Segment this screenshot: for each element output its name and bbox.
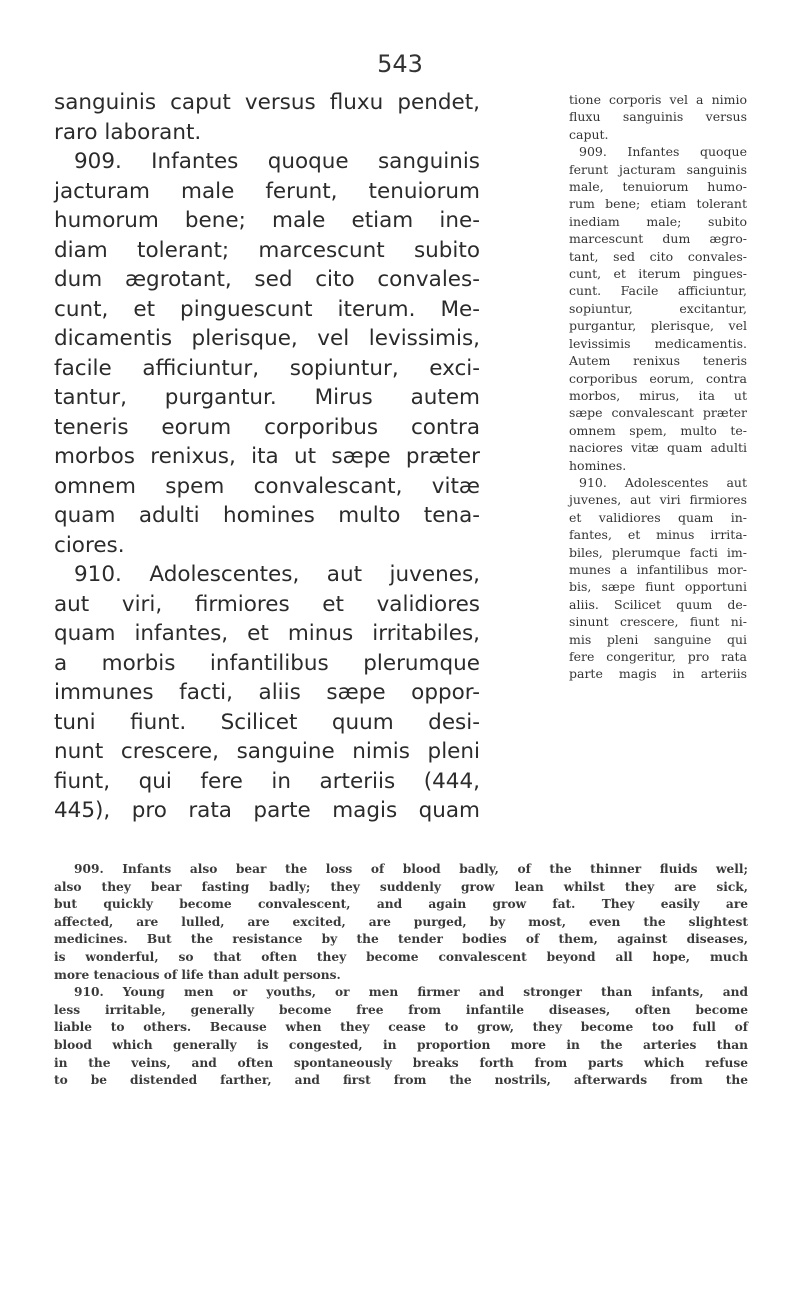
- page-number: 543: [377, 50, 423, 78]
- latin-main-line: sanguinis caput versus fluxu pendet,: [54, 90, 480, 115]
- latin-side-line: sæpe convalescant præter: [569, 405, 747, 421]
- latin-main-line: omnem spem convalescant, vitæ: [54, 473, 480, 499]
- latin-main-line: facile afficiuntur, sopiuntur, exci-: [54, 355, 480, 381]
- latin-main-line: humorum bene; male etiam ine-: [54, 208, 480, 233]
- translation-line: liable to others. Because when they cease to grow, they become too full of: [54, 1020, 748, 1035]
- latin-main-line: ciores.: [54, 532, 125, 558]
- latin-main-line: cunt, et pinguescunt iterum. Me-: [54, 296, 480, 322]
- latin-main-line: quam adulti homines multo tena-: [54, 503, 480, 528]
- latin-side-line: sopiuntur, excitantur,: [569, 300, 747, 316]
- translation-line: but quickly become convalescent, and again grow fat. They easily are: [54, 897, 748, 912]
- latin-main-line: dicamentis plerisque, vel levissimis,: [54, 326, 480, 351]
- latin-side-line: morbos, mirus, ita ut: [569, 387, 747, 403]
- latin-main-line: 445), pro rata parte magis quam: [54, 798, 480, 823]
- latin-side-line: tant, sed cito convales-: [569, 248, 747, 264]
- latin-side-line: Autem renixus teneris: [569, 353, 747, 369]
- translation-line: is wonderful, so that often they become convalescent beyond all hope, much: [54, 949, 748, 964]
- latin-main-line: 909. Infantes quoque sanguinis: [74, 149, 480, 174]
- translation-line: 909. Infants also bear the loss of blood badly, of the thinner fluids well;: [74, 862, 748, 876]
- latin-side-line: ferunt jacturam sanguinis: [569, 161, 747, 177]
- latin-side-line: sinunt crescere, fiunt ni-: [569, 614, 747, 630]
- latin-main-line: tuni fiunt. Scilicet quum desi-: [54, 709, 480, 735]
- latin-side-line: aliis. Scilicet quum de-: [569, 596, 747, 612]
- translation-line: 910. Young men or youths, or men firmer and stronger than infants, and: [74, 985, 748, 1000]
- latin-main-line: immunes facti, aliis sæpe oppor-: [54, 680, 480, 705]
- latin-side-line: purgantur, plerisque, vel: [569, 318, 747, 334]
- latin-side-line: caput.: [569, 126, 609, 142]
- latin-side-line: male, tenuiorum humo-: [569, 179, 747, 195]
- latin-side-line: inediam male; subito: [569, 213, 747, 229]
- latin-side-line: parte magis in arteriis: [569, 666, 747, 682]
- latin-side-line: fluxu sanguinis versus: [569, 109, 747, 125]
- latin-main-line: teneris eorum corporibus contra: [54, 414, 480, 440]
- translation-line: more tenacious of life than adult persons.: [54, 967, 341, 982]
- latin-side-line: omnem spem, multo te-: [569, 422, 747, 438]
- latin-side-line: bis, sæpe fiunt opportuni: [569, 579, 747, 595]
- translation-line: less irritable, generally become free from infantile diseases, often become: [54, 1002, 748, 1017]
- latin-side-line: mis pleni sanguine qui: [569, 631, 747, 647]
- latin-side-line: marcescunt dum ægro-: [569, 231, 747, 247]
- latin-side-line: cunt. Facile afficiuntur,: [569, 283, 747, 299]
- translation-line: blood which generally is congested, in proportion more in the arteries than: [54, 1037, 748, 1052]
- latin-side-line: biles, plerumque facti im-: [569, 544, 747, 560]
- latin-main-line: raro laborant.: [54, 119, 202, 145]
- latin-side-line: homines.: [569, 457, 627, 473]
- latin-side-line: fere congeritur, pro rata: [569, 649, 747, 664]
- latin-side-line: naciores vitæ quam adulti: [569, 440, 747, 456]
- latin-main-line: fiunt, qui fere in arteriis (444,: [54, 768, 480, 794]
- latin-side-line: rum bene; etiam tolerant: [569, 196, 747, 212]
- translation-line: affected, are lulled, are excited, are purged, by most, even the slightest: [54, 914, 748, 929]
- latin-side-line: 909. Infantes quoque: [579, 144, 747, 160]
- latin-main-column: [54, 88, 480, 826]
- latin-main-line: quam infantes, et minus irritabiles,: [54, 621, 480, 646]
- english-translation: [54, 861, 748, 1090]
- latin-main-line: dum ægrotant, sed cito convales-: [54, 267, 480, 292]
- latin-main-line: nunt crescere, sanguine nimis pleni: [54, 739, 480, 764]
- latin-main-line: jacturam male ferunt, tenuiorum: [54, 178, 480, 204]
- translation-line: also they bear fasting badly; they suddenly grow lean whilst they are sick,: [54, 879, 748, 894]
- translation-line: to be distended farther, and first from the nostrils, afterwards from the: [54, 1073, 748, 1088]
- translation-line: in the veins, and often spontaneously breaks forth from parts which refuse: [54, 1055, 748, 1070]
- latin-main-line: morbos renixus, ita ut sæpe præter: [54, 444, 480, 469]
- latin-main-line: 910. Adolescentes, aut juvenes,: [74, 562, 480, 587]
- latin-side-line: fantes, et minus irrita-: [569, 527, 747, 543]
- latin-main-line: a morbis infantilibus plerumque: [54, 650, 480, 676]
- translation-line: medicines. But the resistance by the tender bodies of them, against diseases,: [54, 932, 748, 947]
- latin-side-line: levissimis medicamentis.: [569, 335, 747, 351]
- latin-main-line: aut viri, firmiores et validiores: [54, 591, 480, 617]
- latin-main-line: diam tolerant; marcescunt subito: [54, 237, 480, 263]
- latin-side-line: corporibus eorum, contra: [569, 370, 747, 386]
- latin-side-line: 910. Adolescentes aut: [579, 474, 747, 490]
- latin-side-line: juvenes, aut viri firmiores: [569, 492, 747, 508]
- latin-side-column: [569, 91, 747, 683]
- latin-side-line: tione corporis vel a nimio: [569, 92, 747, 107]
- latin-side-line: cunt, et iterum pingues-: [569, 266, 747, 282]
- latin-main-line: tantur, purgantur. Mirus autem: [54, 385, 480, 410]
- latin-side-line: munes a infantilibus mor-: [569, 561, 747, 577]
- latin-side-line: et validiores quam in-: [569, 509, 747, 525]
